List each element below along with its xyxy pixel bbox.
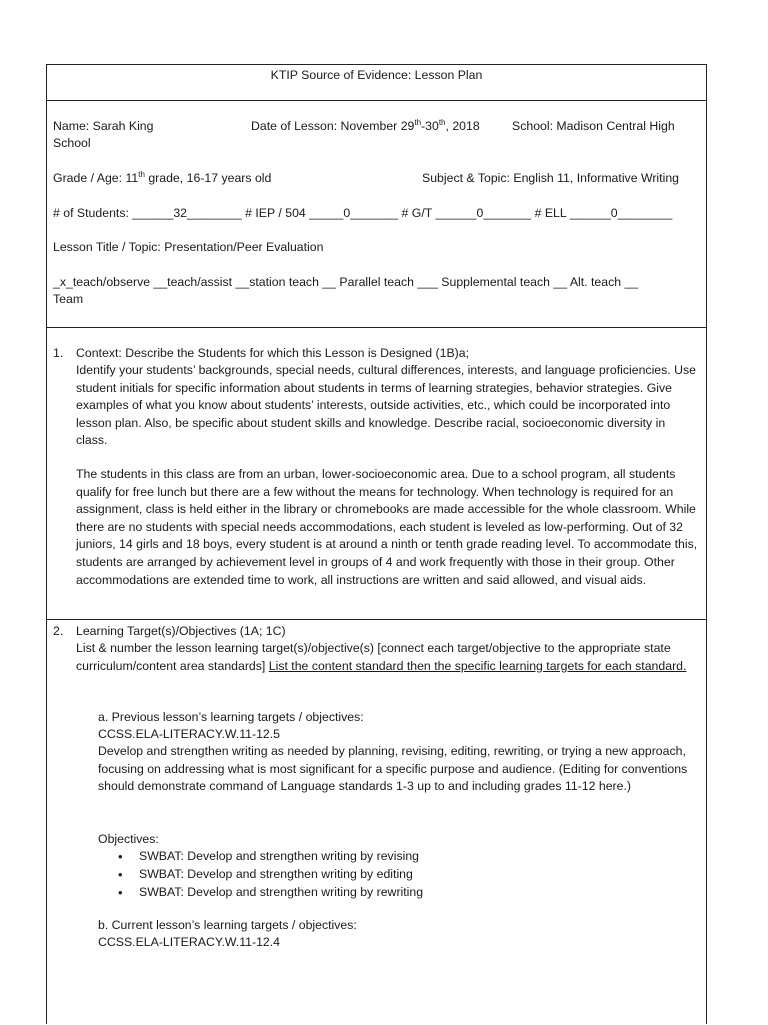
targets-number: 2.: [53, 624, 64, 638]
objective-item: • SWBAT: Develop and strengthen writing by revising: [98, 848, 423, 866]
current-targets-label: b. Current lesson’s learning targets / objectives:: [98, 918, 357, 932]
context-heading: Context: Describe the Students for which this Lesson is Designed (1B)a;: [76, 346, 470, 360]
context-response: The students in this class are from an urban, lower-socioeconomic area. Due to a school program, all students qualify for free lunch but there are a few without the means for technology. When technology is required for an assignment, class is held either in the library or chromebooks are made accessible for the whole classroom. While there are no students with special needs accommodations, each student is leveled as low-performing. Out of 32 juniors, 14 girls and 18 boys, every student is at around a ninth or tenth grade reading level. To accommodate this, students are arranged by achievement level in groups of 4 and work frequently with those in their group. Other accommodations are extended time to work, all instructions are written and said allowed, and visual aids.: [76, 467, 698, 587]
targets-instructions: List & number the lesson learning target(s)/objective(s) [connect each target/objective to the appropriate state curriculum/content area standards] List the content standard then the specific learning targets for each standard.: [76, 641, 687, 673]
previous-targets-label: a. Previous lesson’s learning targets / objectives:: [98, 710, 364, 724]
context-section: [47, 328, 706, 620]
subject-topic: Subject & Topic: English 11, Informative Writing: [422, 171, 679, 185]
objective-item: • SWBAT: Develop and strengthen writing by rewriting: [98, 884, 423, 902]
objective-item: • SWBAT: Develop and strengthen writing by editing: [98, 866, 423, 884]
lesson-title: Lesson Title / Topic: Presentation/Peer Evaluation: [53, 240, 324, 254]
school-name: School: Madison Central High: [512, 119, 675, 133]
teacher-name: Name: Sarah King: [53, 119, 154, 133]
objectives-label: Objectives:: [98, 832, 159, 846]
lesson-date: Date of Lesson: November 29th-30th, 2018: [251, 117, 480, 133]
targets-instructions-underlined: List the content standard then the specific learning targets for each standard.: [268, 658, 687, 673]
current-standard-code: CCSS.ELA-LITERACY.W.11-12.4: [98, 935, 281, 949]
objectives-list: [98, 848, 423, 902]
header-row: [47, 65, 706, 101]
student-counts: # of Students: ______32________ # IEP / 504 _____0_______ # G/T ______0_______ # ELL ______0________: [53, 206, 673, 220]
info-row: [47, 101, 706, 328]
lesson-plan-form: [46, 64, 707, 1024]
learning-targets-section: [47, 620, 706, 1025]
context-number: 1.: [53, 346, 64, 360]
page-title: KTIP Source of Evidence: Lesson Plan: [270, 68, 483, 82]
previous-standard-description: Develop and strengthen writing as needed by planning, revising, editing, rewriting, or trying a new approach, focusing on addressing what is most significant for a specific purpose and audience. (Editing for conventions should demonstrate command of Language standards 1-3 up to and including grades 11-12 here.): [98, 744, 688, 794]
grade-age: Grade / Age: 11th grade, 16-17 years old: [53, 169, 272, 185]
teaching-mode-continued: Team: [53, 292, 84, 306]
previous-standard-code: CCSS.ELA-LITERACY.W.11-12.5: [98, 727, 281, 741]
school-name-continued: School: [53, 136, 91, 150]
targets-heading: Learning Target(s)/Objectives (1A; 1C): [76, 624, 286, 638]
context-instructions: Identify your students’ backgrounds, special needs, cultural differences, interests, and language proficiencies. Use student initials for specific information about students in terms of learning strategies, behavior strategies. Give examples of what you know about students’ interests, outside activities, etc., which could be incorporated into lesson plan. Also, be specific about student skills and knowledge. Describe racial, socioeconomic diversity in class.: [76, 363, 696, 448]
teaching-mode: _x_teach/observe __teach/assist __station teach __ Parallel teach ___ Supplemental teach __ Alt. teach __: [53, 275, 639, 289]
